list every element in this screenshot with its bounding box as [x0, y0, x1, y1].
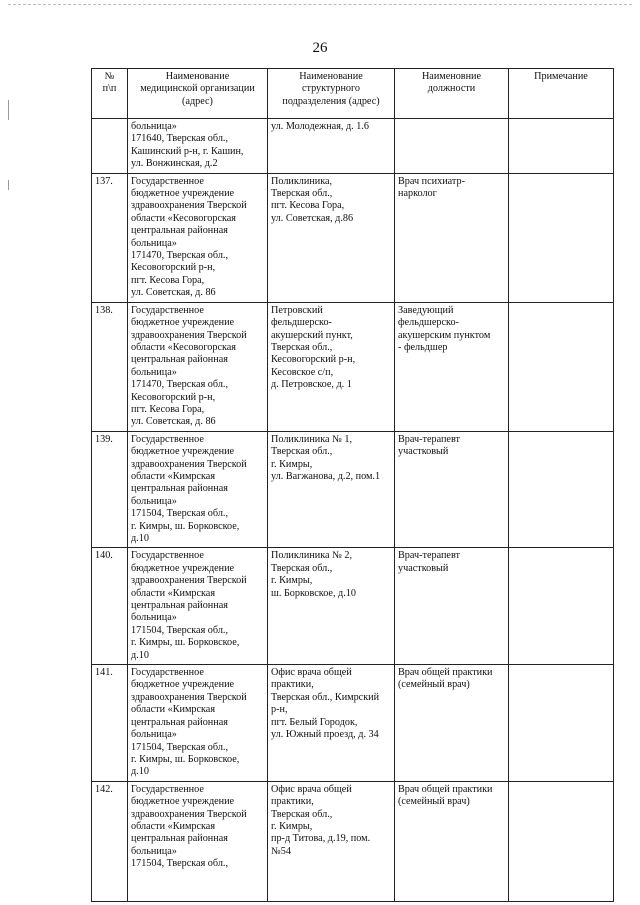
- table-header-row: [92, 69, 614, 119]
- cell-position-line: Врач-терапевт: [398, 433, 460, 445]
- cell-unit-line: фельдшерско-: [271, 317, 332, 329]
- cell-position: [395, 548, 509, 665]
- cell-unit: [268, 548, 395, 665]
- cell-organization: [128, 302, 268, 431]
- cell-organization-line: Государственное: [131, 667, 204, 679]
- cell-unit-line: ул. Советская, д.86: [271, 212, 354, 224]
- cell-organization-line: Кесовогорский р-н,: [131, 262, 216, 274]
- cell-unit-line: Офис врача общей: [271, 783, 352, 795]
- header-unit: Наименование структурного подразделения (адрес): [268, 69, 395, 119]
- cell-number: 139.: [92, 431, 128, 548]
- cell-organization-line: бюджетное учреждение: [131, 446, 235, 458]
- table-row: [92, 431, 614, 548]
- cell-unit: [268, 119, 395, 174]
- header-note: Примечание: [509, 69, 614, 119]
- cell-organization-line: области «Кесовогорская: [131, 212, 236, 224]
- cell-organization-line: центральная районная: [131, 354, 228, 366]
- cell-unit-line: Тверская обл.,: [271, 341, 333, 353]
- cell-note: [509, 431, 614, 548]
- table-row: [92, 119, 614, 174]
- cell-unit-line: №54: [271, 845, 291, 857]
- cell-unit-line: г. Кимры,: [271, 458, 313, 470]
- table-row: [92, 781, 614, 901]
- cell-number: 137.: [92, 173, 128, 302]
- cell-position: [395, 119, 509, 174]
- cell-organization-line: центральная районная: [131, 225, 228, 237]
- cell-note: [509, 173, 614, 302]
- cell-organization-line: больница»: [131, 366, 177, 378]
- cell-unit-line: р-н,: [271, 704, 288, 716]
- cell-organization-line: 171504, Тверская обл.,: [131, 858, 229, 870]
- page-number: 26: [312, 40, 328, 56]
- cell-position: [395, 431, 509, 548]
- cell-organization-line: ул. Советская, д. 86: [131, 416, 216, 428]
- cell-position-line: нарколог: [398, 188, 437, 200]
- cell-unit: [268, 781, 395, 901]
- cell-organization: [128, 548, 268, 665]
- cell-organization-line: Государственное: [131, 783, 204, 795]
- cell-organization-line: больница»: [131, 237, 177, 249]
- cell-organization-line: больница»: [131, 495, 177, 507]
- cell-unit-line: ул. Молодежная, д. 1.6: [271, 121, 369, 132]
- cell-organization: [128, 665, 268, 782]
- cell-organization-line: больница»: [131, 845, 177, 857]
- cell-organization-line: области «Кесовогорская: [131, 341, 236, 353]
- cell-unit-line: Офис врача общей: [271, 667, 352, 679]
- cell-unit: [268, 431, 395, 548]
- cell-organization-line: больница»: [131, 729, 177, 741]
- cell-number: 141.: [92, 665, 128, 782]
- cell-organization-line: 171504, Тверская обл.,: [131, 508, 229, 520]
- cell-unit-line: практики,: [271, 796, 314, 808]
- cell-organization-line: Государственное: [131, 175, 204, 187]
- cell-unit-line: ш. Борковское, д.10: [271, 587, 356, 599]
- cell-unit-line: пгт. Белый Городок,: [271, 716, 358, 728]
- cell-organization-line: бюджетное учреждение: [131, 317, 235, 329]
- cell-organization-line: Кесовогорский р-н,: [131, 391, 216, 403]
- cell-position-line: участковый: [398, 562, 449, 574]
- cell-note: [509, 665, 614, 782]
- cell-unit-line: ул. Вагжанова, д.2, пом.1: [271, 470, 381, 482]
- header-organization: Наименование медицинской организации (адрес): [128, 69, 268, 119]
- cell-organization: [128, 431, 268, 548]
- cell-unit-line: Петровский: [271, 304, 323, 316]
- cell-position: [395, 665, 509, 782]
- table-row: [92, 548, 614, 665]
- cell-position: [395, 781, 509, 901]
- cell-organization-line: г. Кимры, ш. Борковское,: [131, 520, 240, 532]
- cell-number: [92, 119, 128, 174]
- cell-organization-line: Государственное: [131, 433, 204, 445]
- cell-unit-line: Тверская обл.,: [271, 562, 333, 574]
- table-row: [92, 302, 614, 431]
- cell-organization-line: ул. Советская, д. 86: [131, 287, 216, 299]
- cell-unit-line: д. Петровское, д. 1: [271, 379, 352, 391]
- cell-organization-line: пгт. Кесова Гора,: [131, 403, 205, 415]
- cell-position: [395, 173, 509, 302]
- cell-organization-line: г. Кимры, ш. Борковское,: [131, 753, 240, 765]
- cell-organization-line: здравоохранения Тверской: [131, 808, 247, 820]
- scan-left-mark: [8, 100, 9, 120]
- cell-position: [395, 302, 509, 431]
- cell-organization-line: центральная районная: [131, 716, 228, 728]
- header-position: Наименовние должности: [395, 69, 509, 119]
- cell-unit-line: Тверская обл.,: [271, 446, 333, 458]
- cell-organization-line: центральная районная: [131, 483, 228, 495]
- cell-organization-line: д.10: [131, 533, 149, 544]
- cell-organization-line: ул. Вонжинская, д.2: [131, 158, 218, 170]
- cell-organization-line: 171504, Тверская обл.,: [131, 624, 229, 636]
- cell-organization-line: центральная районная: [131, 833, 228, 845]
- cell-organization-line: Государственное: [131, 304, 204, 316]
- cell-position-line: - фельдшер: [398, 341, 448, 353]
- cell-unit-line: Кесовогорский р-н,: [271, 354, 356, 366]
- cell-organization-line: бюджетное учреждение: [131, 562, 235, 574]
- cell-organization-line: области «Кимрская: [131, 820, 216, 832]
- cell-position-line: Врач общей практики: [398, 783, 493, 795]
- medical-positions-table: [91, 68, 614, 902]
- cell-note: [509, 548, 614, 665]
- cell-unit-line: акушерский пункт,: [271, 329, 353, 341]
- cell-organization-line: больница»: [131, 121, 177, 132]
- cell-unit-line: практики,: [271, 679, 314, 691]
- cell-organization-line: здравоохранения Тверской: [131, 200, 247, 212]
- scan-left-mark: [8, 180, 9, 190]
- cell-unit-line: пгт. Кесова Гора,: [271, 200, 345, 212]
- cell-number: 142.: [92, 781, 128, 901]
- cell-unit-line: г. Кимры,: [271, 575, 313, 587]
- cell-organization-line: 171470, Тверская обл.,: [131, 379, 229, 391]
- cell-organization-line: д.10: [131, 766, 149, 778]
- cell-unit-line: Тверская обл.,: [271, 808, 333, 820]
- cell-organization-line: 171470, Тверская обл.,: [131, 250, 229, 262]
- cell-organization-line: области «Кимрская: [131, 470, 216, 482]
- cell-unit-line: Тверская обл., Кимрский: [271, 691, 380, 703]
- cell-position-line: (семейный врач): [398, 796, 470, 808]
- cell-organization-line: области «Кимрская: [131, 704, 216, 716]
- cell-position-line: Врач общей практики: [398, 667, 493, 679]
- cell-position-line: участковый: [398, 446, 449, 458]
- cell-number: 140.: [92, 548, 128, 665]
- cell-organization-line: 171504, Тверская обл.,: [131, 741, 229, 753]
- cell-unit-line: г. Кимры,: [271, 820, 313, 832]
- cell-position-line: акушерским пунктом: [398, 329, 491, 341]
- cell-unit-line: Кесовское с/п,: [271, 366, 334, 378]
- cell-unit: [268, 302, 395, 431]
- cell-organization-line: пгт. Кесова Гора,: [131, 274, 205, 286]
- table-row: [92, 173, 614, 302]
- cell-unit: [268, 173, 395, 302]
- cell-organization-line: г. Кимры, ш. Борковское,: [131, 637, 240, 649]
- cell-unit-line: Поликлиника № 2,: [271, 550, 353, 562]
- cell-unit-line: пр-д Титова, д.19, пом.: [271, 833, 371, 845]
- cell-position-line: фельдшерско-: [398, 317, 459, 329]
- cell-position-line: Врач психиатр-: [398, 175, 465, 187]
- cell-organization-line: области «Кимрская: [131, 587, 216, 599]
- cell-organization-line: здравоохранения Тверской: [131, 691, 247, 703]
- cell-organization-line: бюджетное учреждение: [131, 679, 235, 691]
- cell-organization: [128, 781, 268, 901]
- cell-number: 138.: [92, 302, 128, 431]
- cell-position-line: (семейный врач): [398, 679, 470, 691]
- cell-note: [509, 119, 614, 174]
- cell-organization-line: здравоохранения Тверской: [131, 329, 247, 341]
- cell-note: [509, 781, 614, 901]
- table-row: [92, 665, 614, 782]
- cell-organization-line: здравоохранения Тверской: [131, 575, 247, 587]
- cell-unit-line: Тверская обл.,: [271, 188, 333, 200]
- cell-organization-line: здравоохранения Тверской: [131, 458, 247, 470]
- cell-organization-line: 171640, Тверская обл.,: [131, 133, 229, 145]
- header-number: № п\п: [92, 69, 128, 119]
- cell-organization-line: Кашинский р-н, г. Кашин,: [131, 145, 244, 157]
- cell-organization-line: д.10: [131, 649, 149, 661]
- cell-organization: [128, 173, 268, 302]
- scan-top-rule: [8, 4, 632, 5]
- cell-organization-line: бюджетное учреждение: [131, 796, 235, 808]
- cell-note: [509, 302, 614, 431]
- cell-organization: [128, 119, 268, 174]
- cell-position-line: Врач-терапевт: [398, 550, 460, 562]
- cell-unit-line: Поликлиника,: [271, 175, 333, 187]
- cell-organization-line: больница»: [131, 612, 177, 624]
- cell-unit-line: Поликлиника № 1,: [271, 433, 353, 445]
- cell-organization-line: центральная районная: [131, 600, 228, 612]
- cell-organization-line: бюджетное учреждение: [131, 188, 235, 200]
- cell-unit-line: ул. Южный проезд, д. 34: [271, 729, 379, 741]
- cell-unit: [268, 665, 395, 782]
- cell-organization-line: Государственное: [131, 550, 204, 562]
- cell-position-line: Заведующий: [398, 304, 454, 316]
